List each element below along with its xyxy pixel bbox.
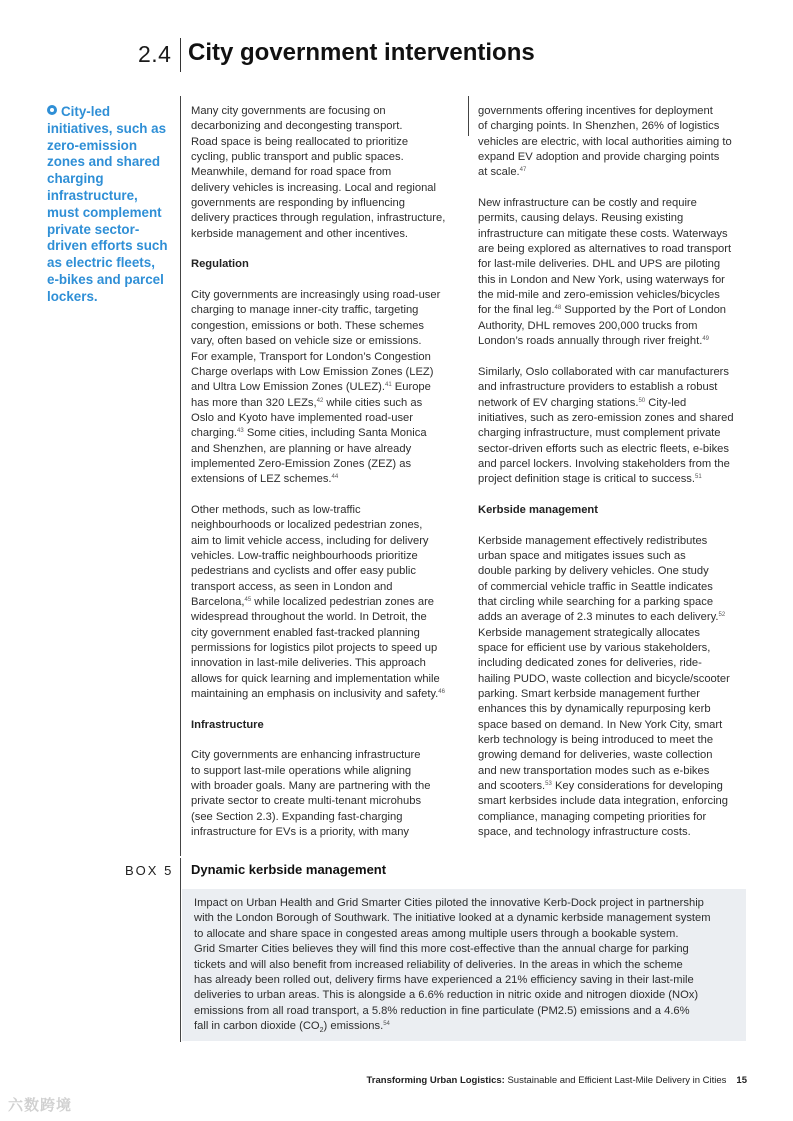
footnote-ref: 48 [554, 305, 562, 312]
text-column-left [191, 104, 463, 856]
box-body: Impact on Urban Health and Grid Smarter Cities piloted the innovative Kerb-Dock project in partnership with the London Borough of Southwark. The initiative looked at a dynamic kerbside management system to allocate and share space in congested areas among multiple users through a bookable system. Grid Smarter Cities believes they will find this more cost-effective than the annual charge for parking tickets and will also benefit from increased reliability of deliveries. In the areas in which the scheme has already been rolled out, delivery firms have experienced a 21% efficiency saving in their last-mile deliveries to urban areas. This is alongside a 6.6% reduction in nitric oxide and nitrogen dioxide (NOx) emissions from all road transport, a 5.8% reduction in fine particulate (PM2.5) emissions and a 4.6% fall in carbon dioxide $(CO_2)$ emissions.$^{54}$ [194, 897, 711, 1035]
footnote-ref: 50 [638, 397, 646, 404]
regulation-heading: Regulation [191, 258, 249, 271]
callout-bullet-icon [47, 105, 57, 115]
footnote-ref: 46 [438, 689, 445, 696]
footnote-ref: 51 [695, 474, 702, 481]
intro-paragraph: Many city governments are focusing on decarbonizing and decongesting transport. Road space is being reallocated to prioritize cycling, public transport and public spaces. Meanwhile, demand for road space from delivery vehicles is increasing. Local and regional governments are responding by influencing delivery practices through regulation, infrastructure, kerbside management and other incentives. [191, 105, 446, 240]
footnote-ref: 41 [384, 382, 392, 389]
regulation-paragraph-1: City governments are increasingly using road-user charging to manage inner-city traffic, targeting congestion, emissions or both. These schemes vary, often based on vehicle size or emissions. For example, Transport for London’s Congestion Charge overlaps with Low Emission Zones (LEZ) and Ultra Low Emission Zones (ULEZ).$^{41}$ Europe has more than 320 LEZs,$^{42}$ while cities such as Oslo and Kyoto have implemented road-user charging.$^{43}$ Some cities, including Santa Monica and Shenzhen, are planning or have already implemented Zero-Emission Zones (ZEZ) as extensions of LEZ schemes.$^{44}$ [191, 289, 441, 486]
box-title: Dynamic kerbside management [191, 862, 387, 877]
footnote-ref: 44 [331, 474, 339, 481]
charging-paragraph: governments offering incentives for deployment of charging points. In Shenzhen, 26% of logistics vehicles are electric, with local authorities aiming to expand EV adoption and provide charging points at scale.$^{47}$ [478, 105, 732, 179]
page-number: 15 [736, 1075, 747, 1086]
middle-column-rule [468, 96, 469, 136]
footnote-ref: 45 [244, 597, 252, 603]
footer-title: Transforming Urban Logistics: [366, 1075, 505, 1086]
infrastructure-heading: Infrastructure [191, 718, 264, 731]
text-column-right [478, 104, 750, 856]
sidebar-callout [47, 104, 169, 306]
footnote-ref: 43 [237, 428, 244, 435]
footnote-ref: 54 [383, 1021, 390, 1028]
infrastructure-paragraph: City governments are enhancing infrastructure to support last-mile operations while aligning with broader goals. Many are partnering with the private sector to create multi-tenant microhubs (see Section 2.3). Expanding fast-charging infrastructure for EVs is a priority, with many [191, 749, 431, 839]
regulation-paragraph-2: Other methods, such as low-traffic neighbourhoods or localized pedestrian zones, aim to limit vehicle access, including for delivery vehicles. Low-traffic neighbourhoods prioritize pedestrians and cyclists and offer easy public transport access, as seen in London and Barcelona,$^{45}$ while localized pedestrian zones are widespread throughout the world. In Detroit, the city government enabled fast-tracked planning permissions for logistics pilot projects to speed up innovation in last-mile deliveries. This approach allows for quick learning and implementation while maintaining an emphasis on inclusivity and safety.$^{46}$ [191, 503, 445, 701]
kerbside-paragraph: Kerbside management effectively redistributes urban space and mitigates issues such as double parking by delivery vehicles. One study of commercial vehicle traffic in Seattle indicates that circling while searching for a parking space adds an average of 2.3 minutes to each delivery.$^{52}$ Kerbside management strategically allocates space for efficient use by various stakeholders, including dedicated zones for deliveries, ride- hailing PUDO, waste collection and bicycle/scooter parking. Smart kerbside management further enhances this by dynamically repurposing kerb space based on demand. In New York City, smart kerb technology is being introduced to meet the growing demand for deliveries, waste collection and new transportation modes such as e-bikes and scooters.$^{53}$ Key considerations for developing smart kerbsides include data integration, enforcing compliance, managing competing priorities for space, and technology infrastructure costs. [478, 534, 730, 839]
footnote-ref: 49 [702, 336, 709, 343]
section-number: 2.4 [138, 41, 172, 67]
callout-text: City-led initiatives, such as zero-emission zones and shared charging infrastructure, must complement private sector-driven efforts such as electric fleets, e-bikes and parcel lockers. [47, 104, 168, 304]
footer-subtitle: Sustainable and Efficient Last-Mile Delivery in Cities [504, 1075, 727, 1086]
header-divider [180, 38, 181, 72]
footnote-ref: 42 [316, 397, 324, 404]
waterways-paragraph: New infrastructure can be costly and require permits, causing delays. Reusing existing infrastructure can mitigate these costs. Waterways are being explored as alternatives to road transport for last-mile deliveries. DHL and UPS are piloting this in London and New York, using waterways for the mid-mile and zero-emission vehicles/bicycles for the final leg.$^{48}$ Supported by the Port of London Authority, DHL removes 200,000 trucks from London’s roads annually through river freight.$^{49}$ [478, 197, 732, 348]
page-footer [367, 1075, 747, 1086]
watermark: 六数跨境 [8, 1097, 73, 1114]
footnote-ref: 47 [519, 167, 527, 174]
footnote-ref: 53 [545, 781, 552, 788]
section-title: City government interventions [188, 39, 535, 66]
oslo-paragraph: Similarly, Oslo collaborated with car manufacturers and infrastructure providers to establish a robust network of EV charging stations.$^{50}$ City-led initiatives, such as zero-emission zones and shared charging infrastructure, must complement private sector-driven efforts such as electric fleets, e-bikes and parcel lockers. Involving stakeholders from the project definition stage is critical to success.$^{51}$ [478, 365, 734, 486]
page-header [0, 36, 793, 76]
box-rule [180, 858, 181, 1042]
left-column-rule [180, 96, 181, 856]
kerbside-heading: Kerbside management [478, 503, 598, 516]
box-label: BOX 5 [125, 863, 174, 878]
footnote-ref: 52 [718, 612, 726, 619]
